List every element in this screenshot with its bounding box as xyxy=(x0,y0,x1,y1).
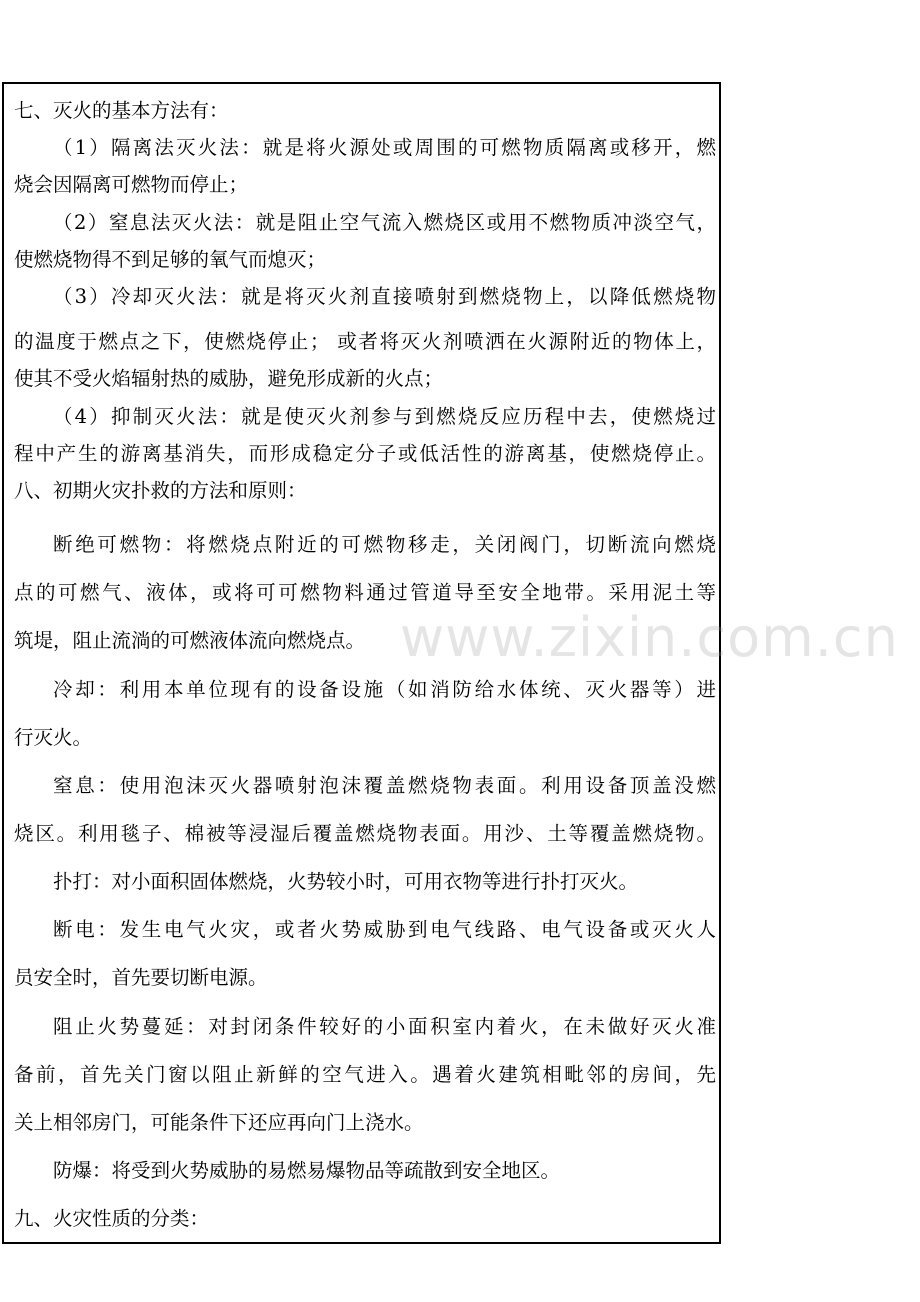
text-line: 断绝可燃物：将燃烧点附近的可燃物移走，关闭阀门，切断流向燃烧 xyxy=(53,533,716,556)
text-line: （1）隔离法灭火法：就是将火源处或周围的可燃物质隔离或移开，燃 xyxy=(53,136,716,159)
text-line: （4）抑制灭火法：就是使灭火剂参与到燃烧反应历程中去，使燃烧过 xyxy=(53,405,716,428)
text-line: 八、初期火灾扑救的方法和原则： xyxy=(14,479,307,502)
text-line: 窒息：使用泡沫灭火器喷射泡沫覆盖燃烧物表面。利用设备顶盖没燃 xyxy=(53,774,716,797)
text-line: 使其不受火焰辐射热的威胁，避免形成新的火点； xyxy=(14,367,444,390)
watermark: www.zixin.com.cn xyxy=(400,606,899,669)
text-line: 七、灭火的基本方法有： xyxy=(14,99,229,122)
text-line: （2）窒息法灭火法：就是阻止空气流入燃烧区或用不燃物质冲淡空气， xyxy=(53,211,716,234)
text-line: 烧区。利用毯子、棉被等浸湿后覆盖燃烧物表面。用沙、土等覆盖燃烧物。 xyxy=(14,822,716,845)
text-line: 阻止火势蔓延：对封闭条件较好的小面积室内着火，在未做好灭火准 xyxy=(53,1015,716,1038)
text-line: 筑堤，阻止流淌的可燃液体流向燃烧点。 xyxy=(14,629,366,652)
text-line: 备前，首先关门窗以阻止新鲜的空气进入。遇着火建筑相毗邻的房间，先 xyxy=(14,1063,716,1086)
text-line: 关上相邻房门，可能条件下还应再向门上浇水。 xyxy=(14,1111,424,1134)
text-line: 防爆：将受到火势威胁的易燃易爆物品等疏散到安全地区。 xyxy=(53,1159,561,1182)
text-line: 的温度于燃点之下，使燃烧停止； 或者将灭火剂喷洒在火源附近的物体上， xyxy=(14,330,716,353)
text-line: （3）冷却灭火法：就是将灭火剂直接喷射到燃烧物上，以降低燃烧物 xyxy=(53,285,716,308)
text-line: 九、火灾性质的分类： xyxy=(14,1207,210,1230)
text-line: 扑打：对小面积固体燃烧，火势较小时，可用衣物等进行扑打灭火。 xyxy=(53,870,639,893)
text-line: 行灭火。 xyxy=(14,726,93,749)
text-line: 烧会因隔离可燃物而停止； xyxy=(14,173,249,196)
text-line: 程中产生的游离基消失，而形成稳定分子或低活性的游离基，使燃烧停止。 xyxy=(14,442,716,465)
text-line: 员安全时，首先要切断电源。 xyxy=(14,966,268,989)
text-line: 断电：发生电气火灾，或者火势威胁到电气线路、电气设备或灭火人 xyxy=(53,918,716,941)
text-line: 点的可燃气、液体，或将可可燃物料通过管道导至安全地带。采用泥土等 xyxy=(14,581,716,604)
text-line: 使燃烧物得不到足够的氧气而熄灭； xyxy=(14,248,327,271)
text-line: 冷却：利用本单位现有的设备设施（如消防给水体统、灭火器等）进 xyxy=(53,678,716,701)
